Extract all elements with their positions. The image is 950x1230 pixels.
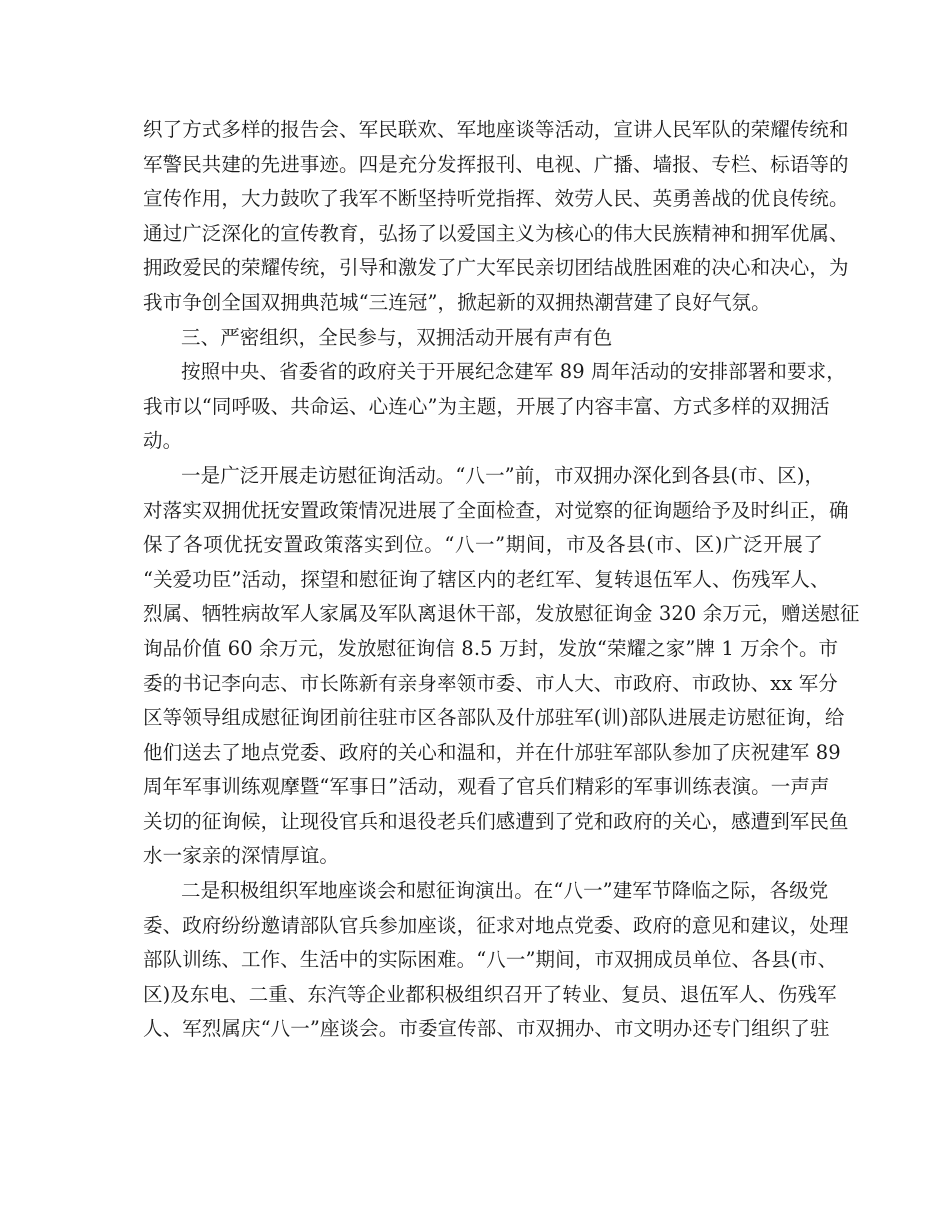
text-line: 他们送去了地点党委、政府的关心和温和，并在什邡驻军部队参加了庆祝建军 89	[143, 740, 841, 764]
text-line: 动。	[143, 429, 183, 453]
text-line: 关切的征询候，让现役官兵和退役老兵们感遭到了党和政府的关心，感遭到军民鱼	[143, 809, 849, 833]
text-line: 委、政府纷纷邀请部队官兵参加座谈，征求对地点党委、政府的意见和建议，处理	[143, 913, 849, 937]
text-line: 区)及东电、二重、东汽等企业都积极组织召开了转业、复员、退伍军人、伤残军	[143, 982, 837, 1006]
text-line: 一是广泛开展走访慰征询活动。“八一”前，市双拥办深化到各县(市、区)，	[181, 463, 825, 487]
text-line: 保了各项优抚安置政策落实到位。“八一”期间，市及各县(市、区)广泛开展了	[143, 533, 823, 557]
text-line: 拥政爱民的荣耀传统，引导和激发了广大军民亲切团结战胜困难的决心和决心，为	[143, 256, 849, 280]
text-line: 对落实双拥优抚安置政策情况进展了全面检查，对觉察的征询题给予及时纠正，确	[143, 498, 849, 522]
text-line: “关爱功臣”活动，探望和慰征询了辖区内的老红军、复转退伍军人、伤残军人、	[143, 567, 830, 591]
document-body	[143, 113, 860, 1047]
text-line: 委的书记李向志、市长陈新有亲身率领市委、市人大、市政府、市政协、xx 军分	[143, 671, 838, 695]
text-line: 人、军烈属庆“八一”座谈会。市委宣传部、市双拥办、市文明办还专门组织了驻	[143, 1017, 830, 1041]
text-line: 军警民共建的先进事迹。四是充分发挥报刊、电视、广播、墙报、专栏、标语等的	[143, 152, 849, 176]
text-line: 周年军事训练观摩暨“军事日”活动，观看了官兵们精彩的军事训练表演。一声声	[143, 775, 830, 799]
text-line: 我市争创全国双拥典范城“三连冠”，掀起新的双拥热潮营建了良好气氛。	[143, 290, 771, 314]
text-line: 按照中央、省委省的政府关于开展纪念建军 89 周年活动的安排部署和要求，	[181, 360, 846, 384]
text-line: 二是积极组织军地座谈会和慰征询演出。在“八一”建军节降临之际，各级党	[181, 879, 829, 903]
text-line: 区等领导组成慰征询团前往驻市区各部队及什邡驻军(训)部队进展走访慰征询，给	[143, 706, 845, 730]
text-line: 询品价值 60 余万元，发放慰征询信 8.5 万封，发放“荣耀之家”牌 1 万余个。市	[143, 636, 839, 660]
text-line: 烈属、牺牲病故军人家属及军队离退休干部，发放慰征询金 320 余万元，赠送慰征	[143, 602, 860, 626]
text-line: 织了方式多样的报告会、军民联欢、军地座谈等活动，宣讲人民军队的荣耀传统和	[143, 118, 849, 141]
text-line: 三、严密组织，全民参与，双拥活动开展有声有色	[181, 325, 613, 349]
text-line: 通过广泛深化的宣传教育，弘扬了以爱国主义为核心的伟大民族精神和拥军优属、	[143, 221, 849, 245]
text-line: 水一家亲的深情厚谊。	[143, 844, 340, 868]
text-line: 我市以“同呼吸、共命运、心连心”为主题，开展了内容丰富、方式多样的双拥活	[143, 394, 830, 418]
text-line: 部队训练、工作、生活中的实际困难。“八一”期间，市双拥成员单位、各县(市、	[143, 948, 838, 972]
text-line: 宣传作用，大力鼓吹了我军不断坚持听党指挥、效劳人民、英勇善战的优良传统。	[143, 187, 849, 211]
